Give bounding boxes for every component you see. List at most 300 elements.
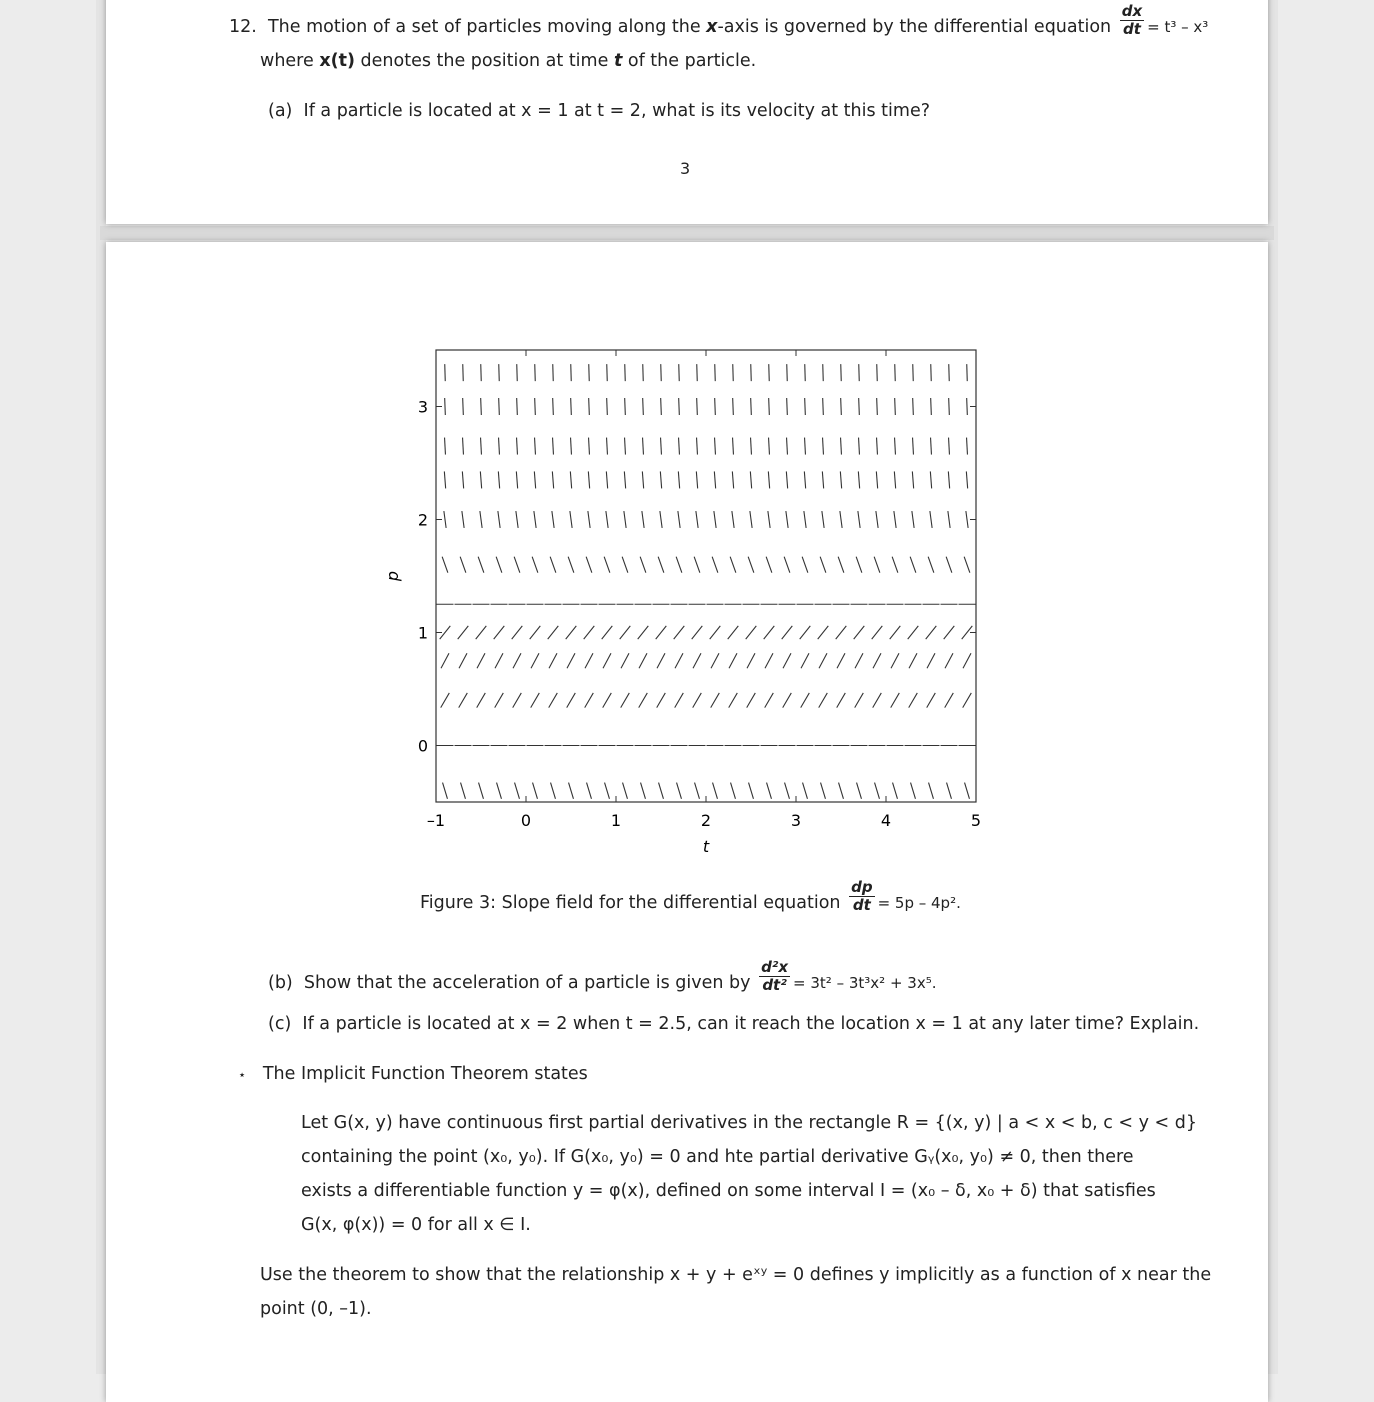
slope-segment: [640, 557, 646, 573]
slope-segment: [731, 783, 736, 799]
slope-segment: [625, 398, 626, 415]
slope-segment: [550, 557, 556, 573]
y-tick-label: 2: [417, 510, 428, 530]
slope-segment: [893, 783, 898, 799]
slope-segment: [516, 511, 518, 528]
slope-segment: [839, 783, 844, 799]
slope-segment: [458, 626, 469, 639]
slope-segment: [445, 438, 446, 455]
slope-segment: [534, 471, 535, 488]
acceleration-fraction: $\frac{\text{d²x}}{\text{dt²}}$: [761, 957, 789, 994]
slope-segment: [912, 511, 914, 528]
slope-segment: [838, 557, 844, 573]
slope-segment: [805, 398, 806, 415]
slope-segment: [837, 693, 846, 708]
slope-segment: [548, 626, 559, 639]
slope-segment: [895, 364, 896, 381]
axis-ticks: [436, 350, 976, 802]
slope-segment: [589, 398, 590, 415]
slope-segment: [463, 364, 464, 381]
slope-segment: [913, 398, 914, 415]
slope-segment: [497, 783, 502, 799]
slope-segment: [751, 398, 752, 415]
slope-segment: [769, 364, 770, 381]
slope-segment: [660, 471, 661, 488]
dp-dt-fraction: $\frac{dp}{dt}$: [851, 877, 873, 914]
slope-segment: [625, 438, 626, 455]
slope-segment: [588, 471, 589, 488]
slope-segment: [892, 557, 898, 573]
slope-segment: [963, 653, 971, 668]
slope-segment: [930, 471, 931, 488]
slope-segment: [801, 653, 809, 668]
slope-segment: [913, 364, 914, 381]
slope-segment: [679, 364, 680, 381]
slope-segment: [694, 557, 700, 573]
slope-segment: [517, 398, 518, 415]
theorem-line-2: containing the point (x₀, y₀). If G(x₀, y₀) = 0 and hte partial derivative Gᵧ(x₀, y₀) ≠ 0, then there: [301, 1147, 1134, 1167]
slope-segment: [928, 557, 934, 573]
slope-segment: [841, 398, 842, 415]
slope-segment: [657, 693, 666, 708]
slope-segment: [679, 438, 680, 455]
page-number: 3: [680, 159, 691, 178]
slope-segment: [766, 557, 772, 573]
use-line-1: Use the theorem to show that the relationship x + y + eˣʸ = 0 defines y implicitly as a function of x near the: [260, 1265, 1212, 1285]
slope-segment: [530, 626, 541, 639]
slope-segment: [926, 626, 937, 639]
question-12-line-1: 12. The motion of a set of particles moving along the x-axis is governed by the differential equation $\frac{dx}{dt}$ = t³ – x³: [229, 1, 1209, 38]
slope-segment: [768, 511, 770, 528]
slope-segment: [584, 626, 595, 639]
x-tick-label: 0: [520, 811, 532, 830]
slope-segment: [553, 438, 554, 455]
slope-segment: [967, 364, 968, 381]
slope-segment: [607, 438, 608, 455]
slope-segment: [765, 693, 774, 708]
slope-segment: [658, 557, 664, 573]
slope-segment: [552, 511, 554, 528]
slope-segment: [945, 653, 953, 668]
question-number: 12.: [229, 17, 257, 37]
slope-segment: [513, 653, 521, 668]
slope-segment: [571, 398, 572, 415]
slope-segment: [641, 783, 646, 799]
slope-segment: [787, 398, 788, 415]
slope-segment: [499, 438, 500, 455]
slope-segment: [532, 557, 538, 573]
slope-segment: [589, 438, 590, 455]
slope-segment: [444, 511, 446, 528]
slope-segment: [551, 783, 556, 799]
slope-segment: [802, 557, 808, 573]
question-12-line-2: where x(t) denotes the position at time t of the particle.: [260, 51, 757, 71]
slope-segment: [496, 557, 502, 573]
slope-segment: [769, 398, 770, 415]
slope-segment: [443, 783, 448, 799]
slope-segment: [549, 693, 558, 708]
slope-segment: [515, 783, 520, 799]
slope-segment: [571, 438, 572, 455]
slope-segment: [461, 783, 466, 799]
tick-labels: [418, 398, 981, 831]
slope-segment: [696, 511, 698, 528]
slope-segment: [643, 398, 644, 415]
slope-segment: [606, 511, 608, 528]
slope-segment: [531, 693, 540, 708]
slope-segment: [697, 364, 698, 381]
slope-segment: [823, 364, 824, 381]
slope-field-chart: [380, 340, 1000, 860]
right-gutter: [1268, 0, 1278, 1374]
theorem-line-1: Let G(x, y) have continuous first partial derivatives in the rectangle R = {(x, y) | a < x < b, c < y < d}: [301, 1113, 1198, 1133]
y-tick-label: 0: [417, 736, 428, 756]
slope-segment: [661, 398, 662, 415]
slope-segment: [535, 438, 536, 455]
slope-segment: [783, 693, 792, 708]
part-b: (b) Show that the acceleration of a particle is given by $\frac{\text{d²x}}{\text{dt²}}$ = 3t² – 3t³x² + 3x⁵.: [268, 957, 937, 994]
slope-segment: [911, 783, 916, 799]
slope-segment: [499, 398, 500, 415]
slope-segment: [696, 471, 697, 488]
slope-segment: [494, 626, 505, 639]
slope-segment: [657, 653, 665, 668]
slope-segment: [948, 471, 949, 488]
slope-segment: [890, 626, 901, 639]
slope-segment: [642, 511, 644, 528]
slope-segment: [894, 471, 895, 488]
slope-segment: [495, 693, 504, 708]
slope-segment: [947, 783, 952, 799]
slope-segment: [931, 438, 932, 455]
slope-segment: [639, 693, 648, 708]
slope-segment: [676, 557, 682, 573]
slope-segment: [819, 693, 828, 708]
slope-segment: [621, 653, 629, 668]
slope-segment: [517, 364, 518, 381]
slope-segment: [715, 438, 716, 455]
slope-segment: [965, 783, 970, 799]
slope-segment: [623, 783, 628, 799]
slope-segment: [747, 653, 755, 668]
slope-segment: [479, 783, 484, 799]
slope-segment: [929, 783, 934, 799]
slope-segment: [732, 471, 733, 488]
slope-segment: [804, 511, 806, 528]
slope-segment: [819, 653, 827, 668]
theorem-line-4: G(x, φ(x)) = 0 for all x ∈ I.: [301, 1215, 531, 1235]
slope-segment: [854, 626, 865, 639]
x-tick-label: –1: [426, 811, 446, 830]
slope-segment: [621, 693, 630, 708]
x-tick-label: 5: [970, 811, 982, 830]
slope-segment: [858, 511, 860, 528]
slope-segment: [661, 364, 662, 381]
slope-segment: [459, 653, 467, 668]
slope-segment: [856, 557, 862, 573]
slope-segment: [908, 626, 919, 639]
slope-segment: [855, 693, 864, 708]
slope-segment: [695, 783, 700, 799]
slope-segment: [909, 653, 917, 668]
plot-frame: [436, 350, 976, 802]
slope-segment: [876, 511, 878, 528]
slope-segment: [697, 398, 698, 415]
slope-segment: [535, 398, 536, 415]
slope-segment: [747, 693, 756, 708]
slope-segment: [873, 653, 881, 668]
star-icon: ⋆: [238, 1068, 247, 1083]
slope-segment: [732, 511, 734, 528]
slope-segment: [767, 783, 772, 799]
slope-segment: [768, 471, 769, 488]
theorem-statement: [301, 1106, 1197, 1242]
slope-segment: [712, 557, 718, 573]
slope-segment: [913, 438, 914, 455]
slope-segment: [567, 653, 575, 668]
slope-segment: [534, 511, 536, 528]
slope-segment: [552, 471, 553, 488]
slope-segment: [841, 364, 842, 381]
slope-segment: [733, 398, 734, 415]
slope-segment: [674, 626, 685, 639]
slope-segment: [730, 557, 736, 573]
slope-segment: [585, 693, 594, 708]
slope-segment: [894, 511, 896, 528]
slope-segment: [764, 626, 775, 639]
slope-segment: [785, 783, 790, 799]
slope-segment: [713, 783, 718, 799]
theorem-line-3: exists a differentiable function y = φ(x), defined on some interval I = (x₀ – δ, x₀ + δ) that satisfies: [301, 1181, 1156, 1201]
ift-intro: ⋆ The Implicit Function Theorem states: [238, 1064, 588, 1084]
slope-segment: [857, 783, 862, 799]
slope-segment: [480, 471, 481, 488]
slope-segment: [859, 438, 860, 455]
slope-segment: [625, 364, 626, 381]
slope-segment: [660, 511, 662, 528]
slope-segment: [478, 557, 484, 573]
slope-segment: [553, 398, 554, 415]
slope-segment: [606, 471, 607, 488]
slope-segment: [787, 438, 788, 455]
slope-segment: [697, 438, 698, 455]
slope-segment: [818, 626, 829, 639]
slope-segment: [823, 398, 824, 415]
slope-segment: [927, 693, 936, 708]
x-tick-label: 1: [610, 811, 622, 830]
slope-segment: [836, 626, 847, 639]
part-a: (a) If a particle is located at x = 1 at t = 2, what is its velocity at this time?: [268, 101, 930, 121]
slope-segment: [620, 626, 631, 639]
slope-segment: [931, 364, 932, 381]
slope-segment: [643, 438, 644, 455]
slope-segment: [517, 438, 518, 455]
slope-segment: [442, 557, 448, 573]
slope-segment: [875, 783, 880, 799]
slope-segment: [733, 438, 734, 455]
slope-segment: [656, 626, 667, 639]
slope-segment: [603, 653, 611, 668]
slope-segment: [895, 438, 896, 455]
slope-segment: [859, 398, 860, 415]
slope-segment: [949, 398, 950, 415]
slope-segment: [963, 693, 972, 708]
dx-dt-fraction: $\frac{dx}{dt}$: [1121, 1, 1143, 38]
slope-segment: [782, 626, 793, 639]
slope-segment: [692, 626, 703, 639]
slope-segment: [945, 693, 954, 708]
slope-segment: [463, 398, 464, 415]
slope-segment: [445, 364, 446, 381]
slope-segment: [837, 653, 845, 668]
slope-segment: [840, 511, 842, 528]
slope-segment: [787, 364, 788, 381]
slope-segment: [949, 364, 950, 381]
slope-segment: [476, 626, 487, 639]
slope-segment: [678, 471, 679, 488]
slope-segment: [948, 511, 950, 528]
slope-segment: [568, 557, 574, 573]
slope-segment: [661, 438, 662, 455]
slope-segment: [570, 511, 572, 528]
slope-segment: [821, 783, 826, 799]
slope-segment: [966, 471, 967, 488]
slope-segment: [800, 626, 811, 639]
slope-segment: [729, 653, 737, 668]
slope-segment: [733, 364, 734, 381]
slope-segment: [514, 557, 520, 573]
slope-segment: [571, 364, 572, 381]
slope-segment: [966, 511, 968, 528]
slope-segment: [587, 783, 592, 799]
slope-segment: [639, 653, 647, 668]
slope-segment: [481, 398, 482, 415]
slope-segment: [715, 364, 716, 381]
slope-segment: [603, 693, 612, 708]
slope-segment: [462, 511, 464, 528]
slope-segment: [512, 626, 523, 639]
slope-segment: [859, 364, 860, 381]
slope-segment: [786, 471, 787, 488]
slope-segment: [624, 471, 625, 488]
slope-segment: [746, 626, 757, 639]
slope-segment: [693, 653, 701, 668]
slope-segment: [498, 471, 499, 488]
slope-segment: [516, 471, 517, 488]
slope-segment: [805, 438, 806, 455]
slope-segment: [801, 693, 810, 708]
slope-segment: [533, 783, 538, 799]
slope-segment: [820, 557, 826, 573]
slope-segment: [675, 653, 683, 668]
slope-segment: [586, 557, 592, 573]
slope-segment: [765, 653, 773, 668]
use-theorem: [260, 1258, 1211, 1326]
slope-segment: [949, 438, 950, 455]
slope-segment: [748, 557, 754, 573]
slope-segment: [855, 653, 863, 668]
slope-segment: [444, 471, 445, 488]
y-tick-label: 1: [417, 623, 428, 643]
slope-segment: [441, 693, 450, 708]
slope-segment: [927, 653, 935, 668]
x-tick-label: 3: [790, 811, 802, 830]
slope-segment: [803, 783, 808, 799]
slope-segment: [585, 653, 593, 668]
slope-segment: [872, 626, 883, 639]
slope-segment: [477, 693, 486, 708]
slope-segment: [607, 398, 608, 415]
slope-segment: [964, 557, 970, 573]
slope-segment: [499, 364, 500, 381]
slope-segment: [570, 471, 571, 488]
slope-segment: [495, 653, 503, 668]
slope-segment: [891, 693, 900, 708]
slope-segment: [553, 364, 554, 381]
slope-segment: [679, 398, 680, 415]
slope-segment: [459, 693, 468, 708]
slope-segment: [750, 511, 752, 528]
slope-segment: [624, 511, 626, 528]
slope-segment: [569, 783, 574, 799]
slope-segment: [481, 438, 482, 455]
slope-segment: [642, 471, 643, 488]
slope-segment: [714, 511, 716, 528]
slope-segment: [589, 364, 590, 381]
slope-segment: [567, 693, 576, 708]
slope-segment: [967, 438, 968, 455]
slope-segment: [602, 626, 613, 639]
slope-segment: [460, 557, 466, 573]
slope-segment: [822, 471, 823, 488]
slope-segment: [805, 364, 806, 381]
slope-segment: [877, 438, 878, 455]
slope-segment: [822, 511, 824, 528]
slope-segment: [462, 471, 463, 488]
slope-segment: [714, 471, 715, 488]
x-tick-label: 2: [700, 811, 712, 830]
slope-segment: [463, 438, 464, 455]
slope-segment: [783, 653, 791, 668]
slope-segment: [728, 626, 739, 639]
slope-segment: [445, 398, 446, 415]
slope-segment: [513, 693, 522, 708]
y-axis-label: p: [383, 570, 402, 582]
slope-segment: [749, 783, 754, 799]
left-gutter: [96, 0, 106, 1374]
slope-segment: [910, 557, 916, 573]
slope-segment: [751, 364, 752, 381]
slope-segment: [711, 693, 720, 708]
slope-segment: [549, 653, 557, 668]
slope-segment: [750, 471, 751, 488]
slope-segment: [605, 783, 610, 799]
slope-segment: [535, 364, 536, 381]
slope-segment: [643, 364, 644, 381]
slope-segment: [622, 557, 628, 573]
y-tick-label: 3: [417, 397, 428, 417]
slope-segment: [588, 511, 590, 528]
slope-segment: [751, 438, 752, 455]
slope-segment: [784, 557, 790, 573]
slope-segment: [877, 398, 878, 415]
slope-segment: [946, 557, 952, 573]
slope-segment: [711, 653, 719, 668]
slope-segment: [498, 511, 500, 528]
slope-segment: [441, 653, 449, 668]
slope-segment: [659, 783, 664, 799]
slope-segment: [874, 557, 880, 573]
